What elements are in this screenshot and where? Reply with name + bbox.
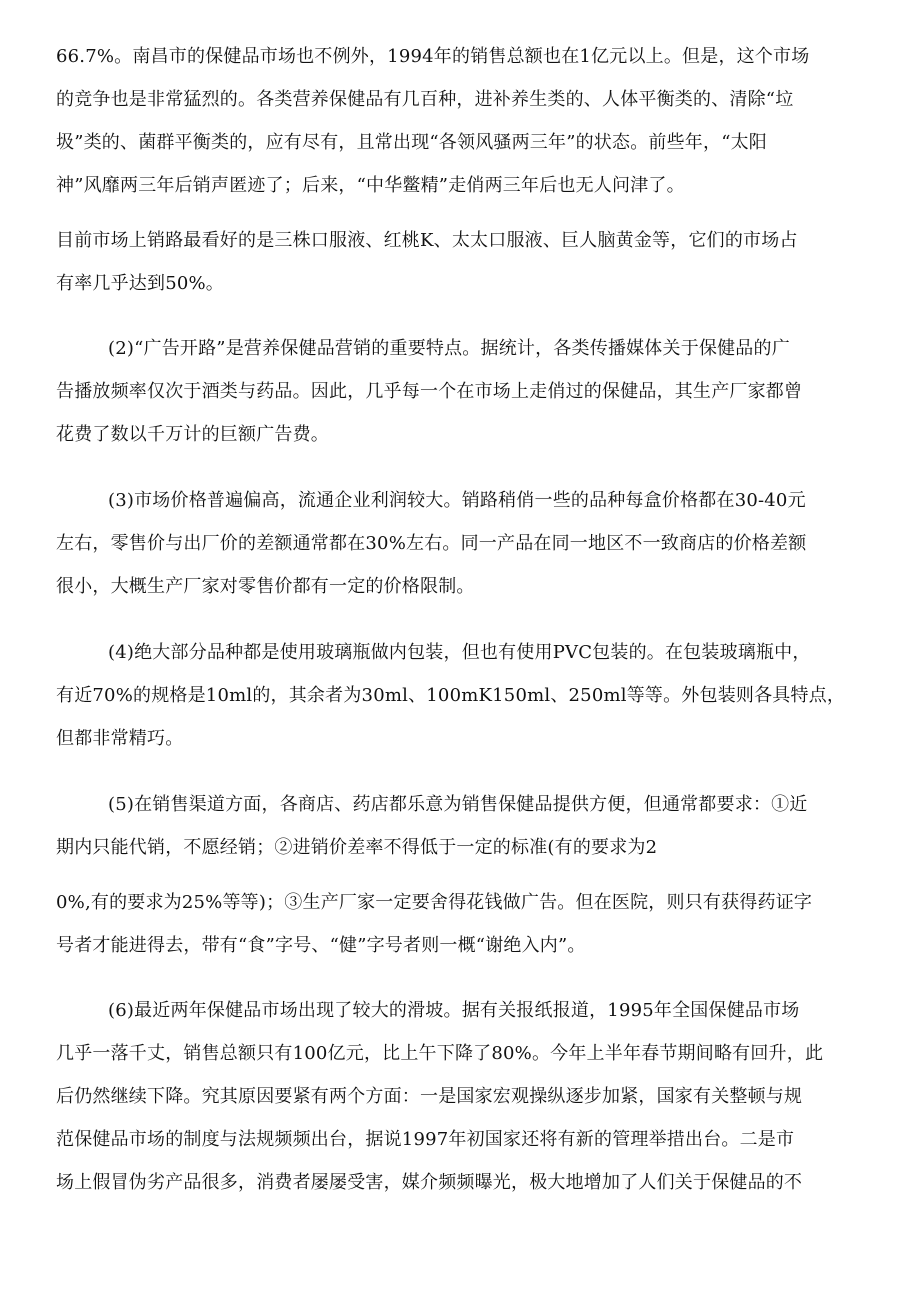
paragraph-line: 神”风靡两三年后销声匿迹了；后来，“中华鳖精”走俏两三年后也无人问津了。 — [56, 175, 685, 196]
paragraph-line: 左右，零售价与出厂价的差额通常都在30%左右。同一产品在同一地区不一致商店的价格差额 — [56, 533, 807, 554]
paragraph-line: 圾”类的、菌群平衡类的，应有尽有，且常出现“各领风骚两三年”的状态。前些年，“太阳 — [56, 132, 768, 153]
paragraph-line: (3)市场价格普遍偏高，流通企业利润较大。销路稍俏一些的品种每盒价格都在30-40元 — [108, 490, 806, 511]
paragraph-line: 期内只能代销，不愿经销；②进销价差率不得低于一定的标准(有的要求为2 — [56, 837, 658, 858]
paragraph-line: (5)在销售渠道方面，各商店、药店都乐意为销售保健品提供方便，但通常都要求：①近 — [108, 794, 808, 815]
paragraph-line: 有近70%的规格是10ml的，其余者为30ml、100mK150ml、250ml等等。外包装则各具特点， — [56, 685, 846, 706]
paragraph-line: 告播放频率仅次于酒类与药品。因此，几乎每一个在市场上走俏过的保健品，其生产厂家都曾 — [56, 381, 803, 402]
paragraph-line: 的竞争也是非常猛烈的。各类营养保健品有几百种，进补养生类的、人体平衡类的、清除“垃 — [56, 89, 794, 110]
paragraph-line: 66.7%。南昌市的保健品市场也不例外，1994年的销售总额也在1亿元以上。但是，这个市场 — [56, 46, 810, 67]
paragraph-line: 后仍然继续下降。究其原因要紧有两个方面：一是国家宏观操纵逐步加紧，国家有关整顿与规 — [56, 1086, 803, 1107]
paragraph-line: 0%,有的要求为25%等等)；③生产厂家一定要舍得花钱做广告。但在医院，则只有获得药证字 — [56, 892, 813, 913]
paragraph-line: (4)绝大部分品种都是使用玻璃瓶做内包装，但也有使用PVC包装的。在包装玻璃瓶中， — [108, 642, 811, 663]
paragraph-line: 范保健品市场的制度与法规频频出台，据说1997年初国家还将有新的管理举措出台。二是市 — [56, 1129, 795, 1150]
paragraph-line: 目前市场上销路最看好的是三株口服液、红桃K、太太口服液、巨人脑黄金等，它们的市场占 — [56, 230, 798, 251]
paragraph-line: 但都非常精巧。 — [56, 728, 184, 749]
paragraph-line: 号者才能进得去，带有“食”字号、“健”字号者则一概“谢绝入内”。 — [56, 935, 586, 956]
paragraph-line: (6)最近两年保健品市场出现了较大的滑坡。据有关报纸报道，1995年全国保健品市场 — [108, 1000, 800, 1021]
paragraph-line: 花费了数以千万计的巨额广告费。 — [56, 424, 329, 445]
paragraph-line: 很小，大概生产厂家对零售价都有一定的价格限制。 — [56, 576, 475, 597]
paragraph-line: 有率几乎达到50%。 — [56, 273, 225, 294]
paragraph-line: (2)“广告开路”是营养保健品营销的重要特点。据统计，各类传播媒体关于保健品的广 — [108, 338, 790, 359]
paragraph-line: 场上假冒伪劣产品很多，消费者屡屡受害，媒介频频曝光，极大地增加了人们关于保健品的不 — [56, 1172, 803, 1193]
paragraph-line: 几乎一落千丈，销售总额只有100亿元，比上午下降了80%。今年上半年春节期间略有回升，此 — [56, 1043, 824, 1064]
